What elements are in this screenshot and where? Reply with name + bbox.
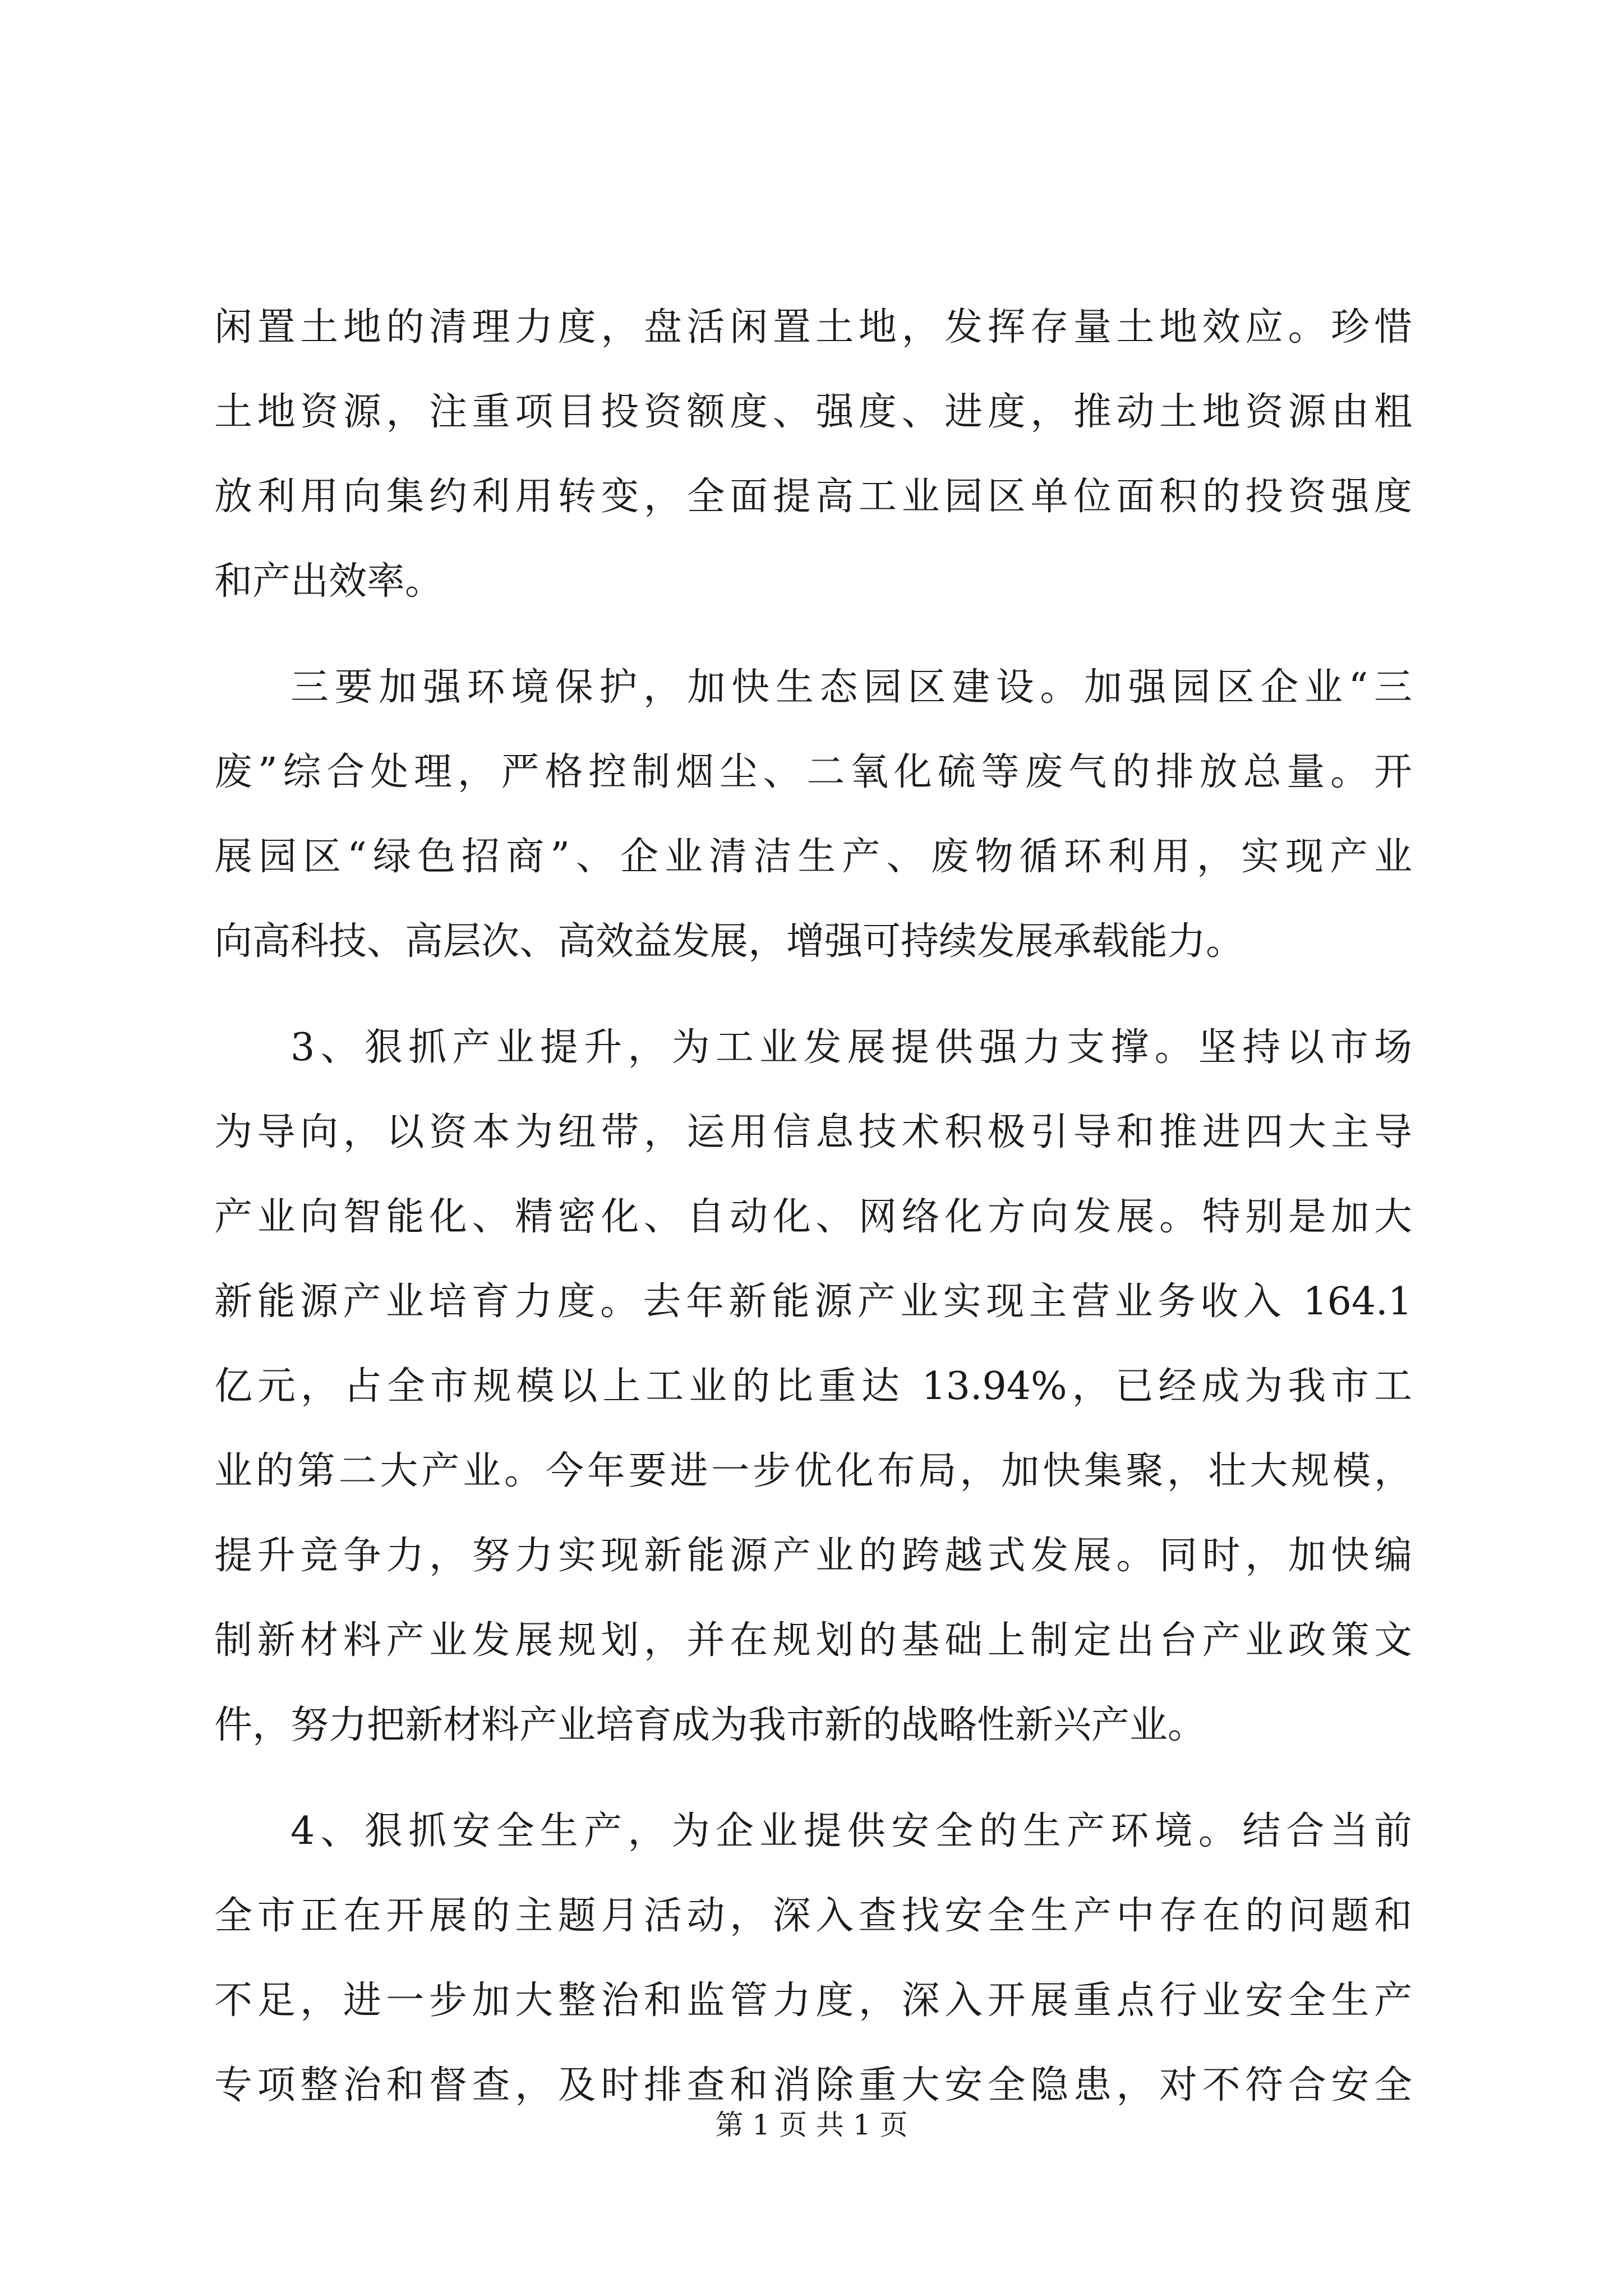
text-line: 亿元，占全市规模以上工业的比重达 13.94%，已经成为我市工 — [214, 1364, 1412, 1409]
paragraph — [214, 285, 1412, 624]
paragraph-gap — [214, 984, 1412, 1005]
text-line: 专项整治和督查，及时排查和消除重大安全隐患，对不符合安全 — [214, 2063, 1412, 2108]
text-line: 件，努力把新材料产业培育成为我市新的战略性新兴产业。 — [214, 1703, 1206, 1747]
paragraph — [214, 645, 1412, 984]
text-line: 向高科技、高层次、高效益发展，增强可持续发展承载能力。 — [214, 919, 1244, 964]
text-line: 土地资源，注重项目投资额度、强度、进度，推动土地资源由粗 — [214, 390, 1412, 434]
page-number-label: 第 1 页 共 1 页 — [715, 2109, 908, 2141]
text-line: 全市正在开展的主题月活动，深入查找安全生产中存在的问题和 — [214, 1894, 1412, 1938]
text-line: 业的第二大产业。今年要进一步优化布局，加快集聚，壮大规模， — [214, 1449, 1412, 1493]
text-line: 3、狠抓产业提升，为工业发展提供强力支撑。坚持以市场 — [291, 1025, 1412, 1070]
text-line: 新能源产业培育力度。去年新能源产业实现主营业务收入 164.1 — [214, 1280, 1412, 1324]
text-line: 产业向智能化、精密化、自动化、网络化方向发展。特别是加大 — [214, 1195, 1412, 1239]
page-footer — [0, 2102, 1623, 2143]
text-line: 不足，进一步加大整治和监管力度，深入开展重点行业安全生产 — [214, 1978, 1412, 2023]
paragraph-gap — [214, 624, 1412, 645]
text-line: 和产出效率。 — [214, 559, 444, 604]
text-line: 废”综合处理，严格控制烟尘、二氧化硫等废气的排放总量。开 — [214, 750, 1412, 794]
text-line: 4、狠抓安全生产，为企业提供安全的生产环境。结合当前 — [291, 1809, 1412, 1853]
paragraph — [214, 1789, 1412, 2128]
document-body — [214, 285, 1412, 2128]
text-line: 制新材料产业发展规划，并在规划的基础上制定出台产业政策文 — [214, 1618, 1412, 1663]
text-line: 闲置土地的清理力度，盘活闲置土地，发挥存量土地效应。珍惜 — [214, 305, 1412, 349]
text-line: 放利用向集约利用转变，全面提高工业园区单位面积的投资强度 — [214, 475, 1412, 519]
text-line: 为导向，以资本为纽带，运用信息技术积极引导和推进四大主导 — [214, 1110, 1412, 1154]
paragraph — [214, 1005, 1412, 1768]
text-line: 提升竞争力，努力实现新能源产业的跨越式发展。同时，加快编 — [214, 1534, 1412, 1578]
text-line: 三要加强环境保护，加快生态园区建设。加强园区企业“三 — [291, 665, 1412, 710]
text-line: 展园区“绿色招商”、企业清洁生产、废物循环利用，实现产业 — [214, 835, 1412, 879]
paragraph-gap — [214, 1768, 1412, 1789]
